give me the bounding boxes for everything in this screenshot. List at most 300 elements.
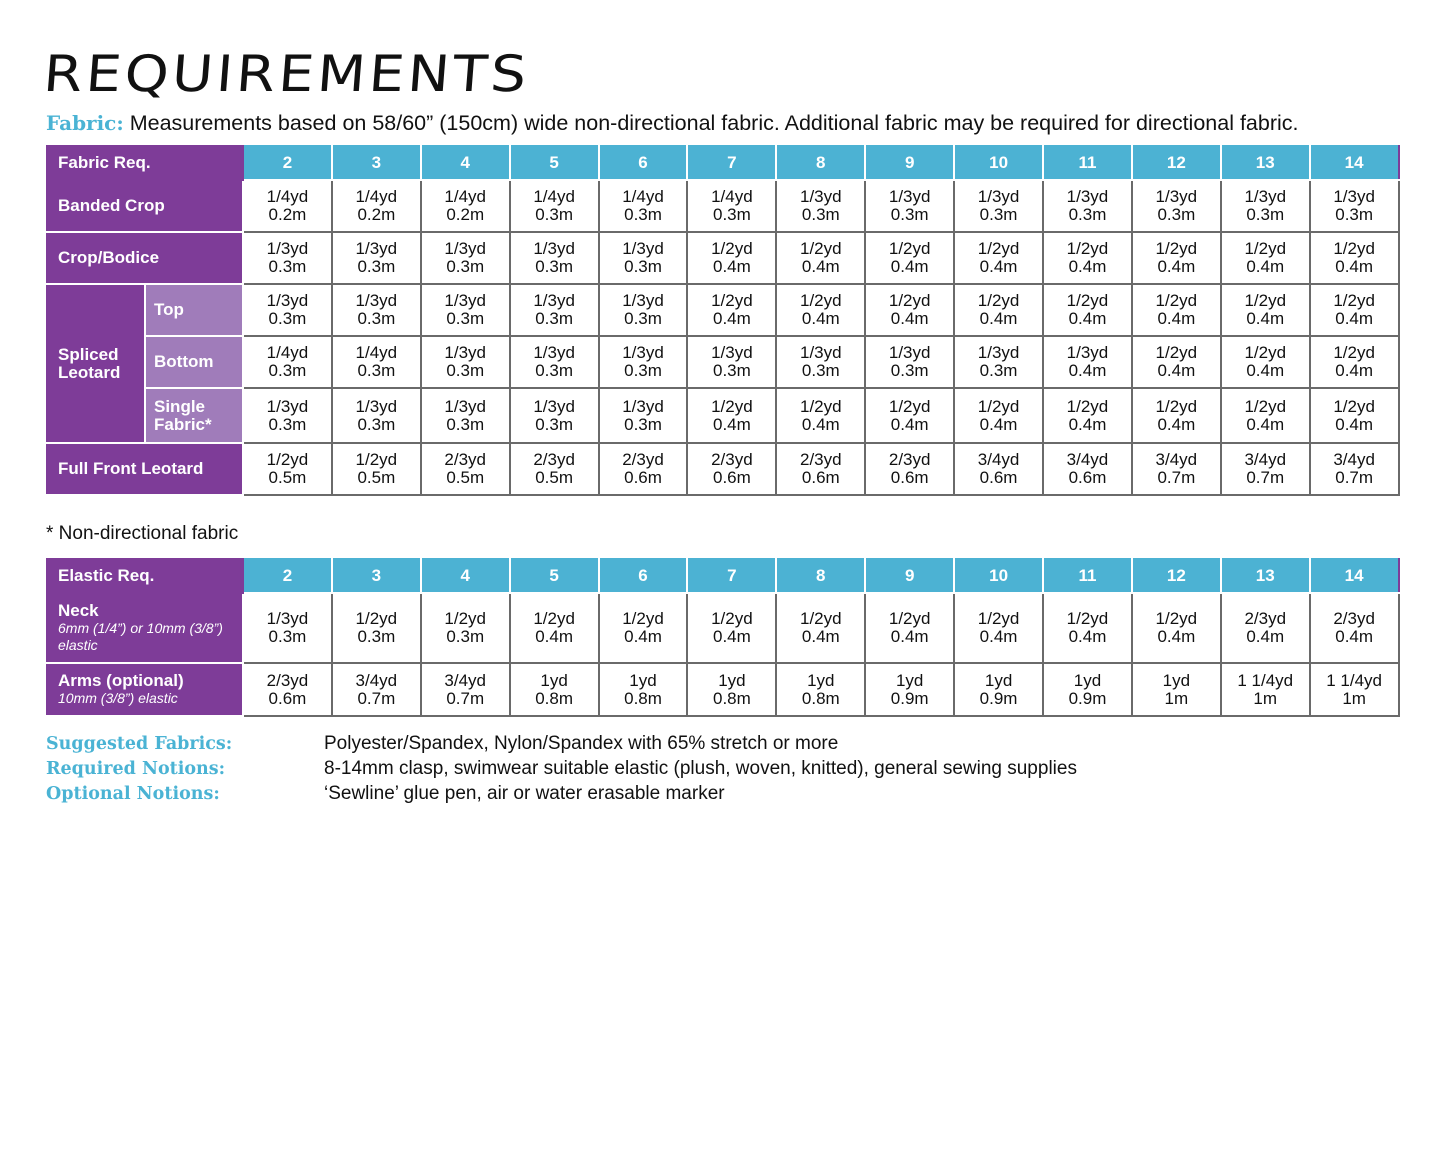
- row-label-text: Arms (optional): [58, 671, 184, 690]
- metre-value: 0.9m: [890, 688, 929, 708]
- yard-value: 1/2yd: [1333, 239, 1375, 258]
- yard-value: 1/2yd: [977, 291, 1020, 310]
- yard-value: 1/3yd: [977, 343, 1020, 362]
- notion-value: Polyester/Spandex, Nylon/Spandex with 65% stretch or more: [324, 733, 839, 754]
- table-cell: [421, 284, 510, 336]
- yard-value: 1/2yd: [1333, 291, 1375, 310]
- table-cell: [243, 663, 332, 716]
- table-cell: [1221, 336, 1310, 388]
- size-header-11: 11: [1043, 146, 1132, 180]
- table-row: [47, 232, 1399, 284]
- yard-value: 1/3yd: [533, 239, 575, 258]
- size-header-10: 10: [954, 559, 1043, 593]
- size-header-11: 11: [1043, 559, 1132, 593]
- elastic-table-header: Elastic Req.: [47, 559, 243, 593]
- yard-value: 1/2yd: [1155, 239, 1198, 258]
- table-cell: [510, 284, 599, 336]
- table-cell: [243, 284, 332, 336]
- notion-label: Suggested Fabrics:: [46, 734, 233, 754]
- row-sub-label: Bottom: [145, 336, 243, 388]
- size-header-6: 6: [599, 559, 688, 593]
- notion-label: Optional Notions:: [46, 784, 220, 804]
- yard-value: 1/2yd: [799, 239, 842, 258]
- table-cell: [865, 593, 954, 663]
- metre-value: 0.3m: [890, 205, 929, 224]
- table-cell: [776, 232, 865, 284]
- row-label-text: Full Front Leotard: [58, 459, 204, 478]
- yard-value: 1/2yd: [711, 239, 753, 258]
- size-header-12: 12: [1132, 559, 1221, 593]
- yard-value: 3/4yd: [977, 450, 1020, 469]
- row-label: [47, 180, 243, 232]
- yard-value: 1/2yd: [799, 291, 842, 310]
- metre-value: 0.3m: [979, 361, 1018, 380]
- yard-value: 1/2yd: [266, 450, 309, 469]
- yard-value: 1/2yd: [1333, 343, 1375, 362]
- size-header-5: 5: [510, 146, 599, 180]
- size-header-5: 5: [510, 559, 599, 593]
- yard-value: 1/2yd: [1155, 609, 1198, 628]
- yard-value: 1/3yd: [355, 291, 398, 310]
- metre-value: 0.4m: [1246, 257, 1285, 276]
- metre-value: 0.4m: [713, 414, 751, 434]
- metre-value: 0.4m: [1157, 257, 1196, 276]
- fabric-note: [46, 109, 1299, 137]
- yard-value: 3/4yd: [444, 670, 487, 690]
- yard-value: 1/3yd: [888, 187, 931, 206]
- table-cell: [776, 336, 865, 388]
- notions-list: [46, 733, 1077, 808]
- table-cell: [1221, 663, 1310, 716]
- yard-value: 1yd: [984, 670, 1013, 690]
- metre-value: 0.3m: [535, 205, 574, 224]
- yard-value: 1/2yd: [888, 396, 931, 416]
- yard-value: 1/3yd: [1244, 187, 1287, 206]
- table-cell: [1132, 663, 1221, 716]
- yard-value: 1/3yd: [1155, 187, 1198, 206]
- yard-value: 1/2yd: [1066, 291, 1109, 310]
- yard-value: 1/3yd: [355, 239, 398, 258]
- table-cell: [1043, 336, 1132, 388]
- yard-value: 1/2yd: [888, 239, 931, 258]
- metre-value: 0.6m: [713, 468, 751, 487]
- yard-value: 1/4yd: [266, 343, 309, 362]
- table-cell: [599, 663, 688, 716]
- row-label-text: Crop/Bodice: [58, 248, 160, 267]
- table-cell: [687, 284, 776, 336]
- notion-value: 8-14mm clasp, swimwear suitable elastic (plush, woven, knitted), general sewing supplies: [324, 758, 1077, 779]
- yard-value: 1 1/4yd: [1326, 670, 1383, 690]
- metre-value: 0.9m: [1068, 688, 1107, 708]
- table-cell: [599, 180, 688, 232]
- metre-value: 0.4m: [1157, 627, 1196, 646]
- metre-value: 0.4m: [890, 414, 929, 434]
- row-group-label: Spliced Leotard: [47, 284, 145, 443]
- metre-value: 0.3m: [268, 361, 307, 380]
- table-cell: [332, 232, 421, 284]
- metre-value: 0.5m: [268, 468, 307, 487]
- table-cell: [776, 593, 865, 663]
- metre-value: 0.3m: [357, 309, 396, 328]
- table-cell: [421, 443, 510, 495]
- table-cell: [687, 336, 776, 388]
- table-cell: [599, 443, 688, 495]
- yard-value: 2/3yd: [799, 450, 842, 469]
- metre-value: 0.4m: [1246, 414, 1285, 434]
- metre-value: 0.9m: [979, 688, 1018, 708]
- yard-value: 1/2yd: [799, 609, 842, 628]
- yard-value: 1/3yd: [622, 291, 664, 310]
- yard-value: 1/4yd: [266, 187, 309, 206]
- yard-value: 1/3yd: [533, 291, 575, 310]
- yard-value: 1/3yd: [444, 291, 487, 310]
- table-cell: [865, 180, 954, 232]
- row-label-text: Banded Crop: [58, 196, 165, 215]
- size-header-4: 4: [421, 146, 510, 180]
- metre-value: 0.3m: [624, 205, 662, 224]
- metre-value: 0.3m: [1246, 205, 1285, 224]
- yard-value: 1/3yd: [622, 239, 664, 258]
- size-header-14: 14: [1310, 146, 1399, 180]
- metre-value: 0.3m: [535, 414, 574, 434]
- metre-value: 0.4m: [1246, 309, 1285, 328]
- yard-value: 1/2yd: [1155, 396, 1198, 416]
- table-row: [47, 336, 1399, 388]
- table-cell: [865, 388, 954, 443]
- yard-value: 1/2yd: [1155, 343, 1198, 362]
- size-header-3: 3: [332, 559, 421, 593]
- yard-value: 2/3yd: [266, 670, 309, 690]
- table-cell: [510, 663, 599, 716]
- yard-value: 2/3yd: [622, 450, 664, 469]
- table-cell: [954, 336, 1043, 388]
- yard-value: 1/3yd: [1333, 187, 1375, 206]
- yard-value: 1/2yd: [977, 239, 1020, 258]
- row-label-text: Neck: [58, 601, 99, 620]
- metre-value: 0.3m: [624, 361, 662, 380]
- table-cell: [421, 388, 510, 443]
- table-cell: [243, 232, 332, 284]
- yard-value: 1/2yd: [711, 396, 753, 416]
- table-row: [47, 284, 1399, 336]
- metre-value: 0.6m: [979, 468, 1018, 487]
- metre-value: 0.4m: [890, 309, 929, 328]
- table-cell: [954, 232, 1043, 284]
- metre-value: 0.4m: [713, 309, 751, 328]
- table-cell: [954, 443, 1043, 495]
- table-cell: [687, 232, 776, 284]
- yard-value: 1/2yd: [888, 291, 931, 310]
- table-cell: [1221, 284, 1310, 336]
- table-cell: [510, 443, 599, 495]
- yard-value: 1/4yd: [355, 187, 398, 206]
- table-cell: [421, 180, 510, 232]
- table-cell: [1132, 180, 1221, 232]
- metre-value: 0.4m: [801, 414, 840, 434]
- table-cell: [1132, 284, 1221, 336]
- yard-value: 1/3yd: [266, 239, 309, 258]
- table-cell: [687, 663, 776, 716]
- table-cell: [865, 336, 954, 388]
- table-cell: [599, 593, 688, 663]
- yard-value: 3/4yd: [1066, 450, 1109, 469]
- metre-value: 0.2m: [357, 205, 396, 224]
- table-cell: [1310, 336, 1399, 388]
- metre-value: 0.3m: [446, 414, 485, 434]
- row-label: [47, 232, 243, 284]
- row-label-subtext: 6mm (1/4”) or 10mm (3/8”) elastic: [58, 620, 223, 653]
- yard-value: 1/3yd: [1066, 343, 1109, 362]
- table-cell: [1310, 443, 1399, 495]
- metre-value: 0.3m: [268, 627, 307, 646]
- yard-value: 1yd: [629, 670, 657, 690]
- row-label: [47, 663, 243, 716]
- table-cell: [1310, 388, 1399, 443]
- yard-value: 2/3yd: [711, 450, 753, 469]
- metre-value: 1m: [1342, 688, 1366, 708]
- metre-value: 0.3m: [535, 361, 574, 380]
- metre-value: 0.4m: [979, 309, 1018, 328]
- metre-value: 0.3m: [268, 257, 307, 276]
- table-cell: [687, 443, 776, 495]
- table-cell: [776, 180, 865, 232]
- table-cell: [687, 593, 776, 663]
- notion-row-suggested-fabrics: [46, 733, 1077, 758]
- fabric-requirements-table: [46, 145, 1400, 496]
- metre-value: 0.6m: [624, 468, 662, 487]
- table-cell: [1310, 593, 1399, 663]
- yard-value: 2/3yd: [888, 450, 931, 469]
- yard-value: 3/4yd: [1155, 450, 1198, 469]
- table-cell: [243, 180, 332, 232]
- table-row: [47, 180, 1399, 232]
- metre-value: 0.4m: [979, 627, 1018, 646]
- yard-value: 1yd: [540, 670, 568, 690]
- metre-value: 0.3m: [446, 627, 485, 646]
- table-cell: [1132, 593, 1221, 663]
- yard-value: 1/2yd: [444, 609, 487, 628]
- size-header-4: 4: [421, 559, 510, 593]
- table-cell: [954, 663, 1043, 716]
- size-header-7: 7: [687, 559, 776, 593]
- table-row: [47, 388, 1399, 443]
- yard-value: 1/2yd: [711, 291, 753, 310]
- yard-value: 1yd: [895, 670, 924, 690]
- table-cell: [865, 284, 954, 336]
- yard-value: 1/2yd: [799, 396, 842, 416]
- table-cell: [1043, 443, 1132, 495]
- size-header-12: 12: [1132, 146, 1221, 180]
- yard-value: 1/3yd: [977, 187, 1020, 206]
- table-cell: [1221, 443, 1310, 495]
- table-cell: [421, 232, 510, 284]
- yard-value: 1/3yd: [266, 291, 309, 310]
- metre-value: 0.4m: [1068, 627, 1107, 646]
- yard-value: 1/2yd: [1066, 609, 1109, 628]
- yard-value: 1/3yd: [799, 187, 842, 206]
- metre-value: 0.6m: [801, 468, 840, 487]
- size-header-2: 2: [243, 146, 332, 180]
- metre-value: 0.7m: [446, 688, 485, 708]
- fabric-note-text: Measurements based on 58/60” (150cm) wide non-directional fabric. Additional fabric may be required for directional fabric.: [123, 111, 1299, 135]
- table-cell: [1132, 443, 1221, 495]
- yard-value: 1/3yd: [622, 343, 664, 362]
- table-cell: [243, 593, 332, 663]
- metre-value: 0.4m: [1335, 309, 1374, 328]
- table-cell: [954, 388, 1043, 443]
- metre-value: 0.4m: [1157, 414, 1196, 434]
- yard-value: 1/3yd: [266, 396, 309, 416]
- yard-value: 1yd: [1162, 670, 1191, 690]
- table-cell: [243, 388, 332, 443]
- table-cell: [865, 232, 954, 284]
- metre-value: 1m: [1164, 688, 1189, 708]
- table-row: [47, 443, 1399, 495]
- table-cell: [1221, 232, 1310, 284]
- yard-value: 1/2yd: [1066, 396, 1109, 416]
- yard-value: 1/4yd: [711, 187, 753, 206]
- notion-label: Required Notions:: [46, 759, 226, 779]
- yard-value: 1/3yd: [711, 343, 753, 362]
- fabric-note-label: Fabric:: [46, 111, 124, 135]
- metre-value: 0.4m: [1068, 257, 1107, 276]
- table-cell: [421, 336, 510, 388]
- page-title: REQUIREMENTS: [41, 45, 532, 103]
- metre-value: 0.3m: [624, 309, 662, 328]
- metre-value: 0.3m: [446, 257, 485, 276]
- yard-value: 3/4yd: [1244, 450, 1287, 469]
- notion-value: ‘Sewline’ glue pen, air or water erasable marker: [324, 783, 725, 804]
- metre-value: 0.4m: [624, 627, 662, 646]
- table-cell: [1043, 593, 1132, 663]
- yard-value: 1/2yd: [977, 609, 1020, 628]
- table-cell: [332, 180, 421, 232]
- table-cell: [332, 388, 421, 443]
- yard-value: 1/3yd: [355, 396, 398, 416]
- metre-value: 0.5m: [446, 468, 485, 487]
- metre-value: 0.7m: [1246, 468, 1285, 487]
- row-label-subtext: 10mm (3/8”) elastic: [58, 690, 178, 706]
- table-cell: [1310, 180, 1399, 232]
- metre-value: 0.6m: [890, 468, 929, 487]
- table-cell: [1310, 663, 1399, 716]
- yard-value: 1/2yd: [1155, 291, 1198, 310]
- metre-value: 0.3m: [979, 205, 1018, 224]
- yard-value: 3/4yd: [1333, 450, 1375, 469]
- size-header-6: 6: [599, 146, 688, 180]
- metre-value: 0.8m: [801, 688, 840, 708]
- yard-value: 1/2yd: [888, 609, 931, 628]
- yard-value: 2/3yd: [1244, 609, 1287, 628]
- yard-value: 1/4yd: [533, 187, 575, 206]
- row-sub-label: Single Fabric*: [145, 388, 243, 443]
- yard-value: 1/3yd: [266, 609, 309, 628]
- table-cell: [510, 180, 599, 232]
- yard-value: 1/3yd: [533, 396, 575, 416]
- yard-value: 1/2yd: [1244, 396, 1287, 416]
- metre-value: 0.3m: [357, 414, 396, 434]
- yard-value: 2/3yd: [1333, 609, 1375, 628]
- size-header-2: 2: [243, 559, 332, 593]
- metre-value: 0.5m: [535, 468, 574, 487]
- table-cell: [599, 336, 688, 388]
- size-header-9: 9: [865, 559, 954, 593]
- metre-value: 0.4m: [1157, 309, 1196, 328]
- fabric-table-header: Fabric Req.: [47, 146, 243, 180]
- yard-value: 1yd: [807, 670, 835, 690]
- metre-value: 0.3m: [535, 309, 574, 328]
- table-cell: [776, 443, 865, 495]
- notion-row-optional-notions: [46, 783, 1077, 808]
- size-header-10: 10: [954, 146, 1043, 180]
- yard-value: 1/2yd: [355, 450, 398, 469]
- metre-value: 0.6m: [268, 688, 307, 708]
- yard-value: 1yd: [1073, 670, 1102, 690]
- metre-value: 0.3m: [446, 309, 485, 328]
- metre-value: 0.4m: [1157, 361, 1196, 380]
- metre-value: 0.3m: [268, 414, 307, 434]
- metre-value: 0.7m: [1157, 468, 1196, 487]
- metre-value: 0.3m: [535, 257, 574, 276]
- table-cell: [1221, 180, 1310, 232]
- yard-value: 1/2yd: [1333, 396, 1375, 416]
- metre-value: 0.2m: [268, 205, 307, 224]
- table-cell: [1310, 284, 1399, 336]
- yard-value: 2/3yd: [533, 450, 575, 469]
- yard-value: 2/3yd: [444, 450, 487, 469]
- yard-value: 1/2yd: [1066, 239, 1109, 258]
- yard-value: 1/3yd: [444, 343, 487, 362]
- yard-value: 1/2yd: [1244, 239, 1287, 258]
- table-cell: [332, 593, 421, 663]
- metre-value: 0.3m: [713, 205, 751, 224]
- footnote: * Non-directional fabric: [46, 523, 239, 544]
- metre-value: 0.4m: [801, 309, 840, 328]
- table-cell: [1043, 180, 1132, 232]
- metre-value: 0.3m: [357, 361, 396, 380]
- yard-value: 1/2yd: [622, 609, 664, 628]
- table-row: [47, 663, 1399, 716]
- table-cell: [243, 336, 332, 388]
- table-cell: [599, 232, 688, 284]
- metre-value: 0.4m: [801, 627, 840, 646]
- table-cell: [510, 593, 599, 663]
- table-cell: [599, 388, 688, 443]
- metre-value: 0.6m: [1068, 468, 1107, 487]
- metre-value: 0.4m: [979, 257, 1018, 276]
- metre-value: 0.8m: [713, 688, 751, 708]
- metre-value: 0.3m: [890, 361, 929, 380]
- table-cell: [865, 443, 954, 495]
- metre-value: 0.3m: [624, 414, 662, 434]
- yard-value: 1/2yd: [1244, 343, 1287, 362]
- table-cell: [1043, 663, 1132, 716]
- yard-value: 1/3yd: [444, 396, 487, 416]
- table-cell: [865, 663, 954, 716]
- table-cell: [332, 284, 421, 336]
- yard-value: 1/2yd: [533, 609, 575, 628]
- elastic-requirements-table: [46, 558, 1400, 717]
- table-cell: [776, 663, 865, 716]
- metre-value: 0.4m: [1335, 361, 1374, 380]
- table-cell: [1132, 336, 1221, 388]
- metre-value: 0.3m: [357, 257, 396, 276]
- metre-value: 0.3m: [801, 361, 840, 380]
- size-header-14: 14: [1310, 559, 1399, 593]
- metre-value: 0.4m: [1246, 361, 1285, 380]
- metre-value: 0.3m: [801, 205, 840, 224]
- metre-value: 0.4m: [713, 257, 751, 276]
